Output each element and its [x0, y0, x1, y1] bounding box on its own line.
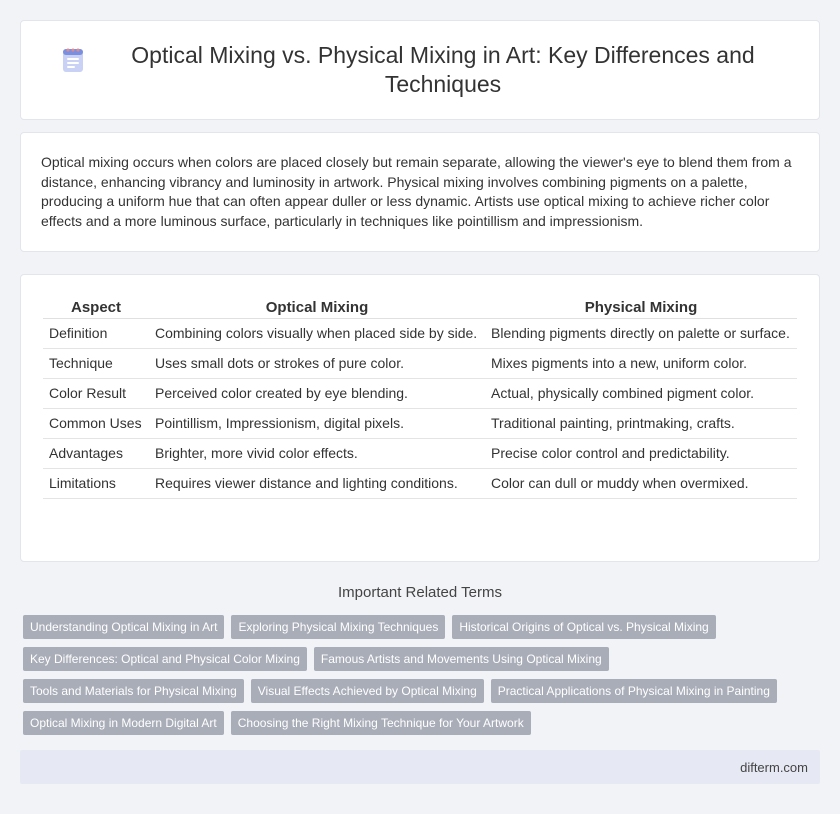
row-optical: Brighter, more vivid color effects. — [149, 439, 485, 469]
row-physical: Mixes pigments into a new, uniform color. — [485, 349, 797, 379]
title-wrap — [60, 41, 780, 99]
related-term-tag[interactable]: Visual Effects Achieved by Optical Mixing — [251, 679, 484, 703]
document-icon — [60, 47, 86, 73]
comparison-table — [43, 293, 797, 499]
row-aspect: Common Uses — [43, 409, 149, 439]
row-optical: Combining colors visually when placed side by side. — [149, 319, 485, 349]
row-physical: Color can dull or muddy when overmixed. — [485, 469, 797, 499]
header-physical-mixing: Physical Mixing — [485, 293, 797, 319]
row-physical: Actual, physically combined pigment color. — [485, 379, 797, 409]
related-terms-heading: Important Related Terms — [338, 584, 502, 601]
row-aspect: Advantages — [43, 439, 149, 469]
row-optical: Pointillism, Impressionism, digital pixels. — [149, 409, 485, 439]
comparison-table-card — [20, 274, 820, 562]
related-term-tag[interactable]: Practical Applications of Physical Mixing in Painting — [491, 679, 777, 703]
related-term-tag[interactable]: Key Differences: Optical and Physical Color Mixing — [23, 647, 307, 671]
footer — [20, 750, 820, 784]
row-optical: Uses small dots or strokes of pure color. — [149, 349, 485, 379]
table-row — [43, 439, 797, 469]
row-aspect: Definition — [43, 319, 149, 349]
row-aspect: Technique — [43, 349, 149, 379]
table-row — [43, 409, 797, 439]
related-term-tag[interactable]: Historical Origins of Optical vs. Physical Mixing — [452, 615, 715, 639]
row-aspect: Color Result — [43, 379, 149, 409]
intro-paragraph: Optical mixing occurs when colors are placed closely but remain separate, allowing the viewer's eye to blend them from a distance, enhancing vibrancy and luminosity in artwork. Physical mixing involves combining pigments on a palette, producing a uniform hue that can often appear duller or less dynamic. Artists use optical mixing to achieve richer color effects and a more luminous surface, particularly in techniques like pointillism and impressionism. — [41, 154, 792, 229]
related-term-tag[interactable]: Famous Artists and Movements Using Optical Mixing — [314, 647, 609, 671]
row-physical: Traditional painting, printmaking, crafts. — [485, 409, 797, 439]
related-term-tag[interactable]: Optical Mixing in Modern Digital Art — [23, 711, 224, 735]
page-title: Optical Mixing vs. Physical Mixing in Art: Key Differences and Techniques — [131, 42, 755, 97]
related-term-tag[interactable]: Choosing the Right Mixing Technique for Your Artwork — [231, 711, 531, 735]
related-term-tag[interactable]: Understanding Optical Mixing in Art — [23, 615, 224, 639]
table-header-row — [43, 293, 797, 319]
table-row — [43, 349, 797, 379]
table-row — [43, 379, 797, 409]
related-terms-list — [23, 615, 823, 743]
table-row — [43, 319, 797, 349]
row-physical: Precise color control and predictability. — [485, 439, 797, 469]
intro-card — [20, 132, 820, 252]
row-aspect: Limitations — [43, 469, 149, 499]
table-row — [43, 469, 797, 499]
header-aspect: Aspect — [43, 293, 149, 319]
related-term-tag[interactable]: Tools and Materials for Physical Mixing — [23, 679, 244, 703]
row-optical: Perceived color created by eye blending. — [149, 379, 485, 409]
title-card — [20, 20, 820, 120]
row-physical: Blending pigments directly on palette or surface. — [485, 319, 797, 349]
header-optical-mixing: Optical Mixing — [149, 293, 485, 319]
footer-site-link[interactable]: difterm.com — [740, 759, 808, 775]
related-term-tag[interactable]: Exploring Physical Mixing Techniques — [231, 615, 445, 639]
row-optical: Requires viewer distance and lighting conditions. — [149, 469, 485, 499]
